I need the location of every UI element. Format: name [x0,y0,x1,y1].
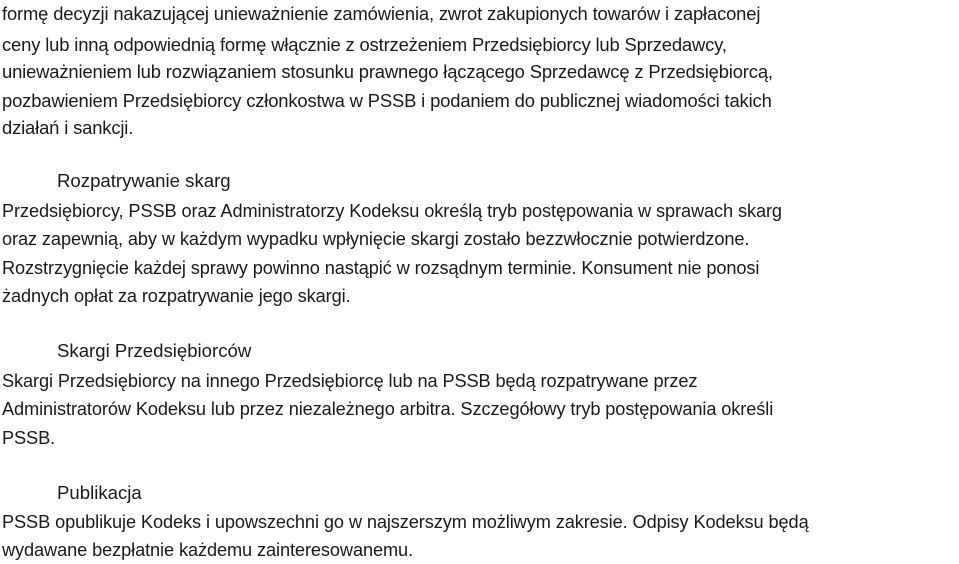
intro-line: formę decyzji nakazującej unieważnienie zamówienia, zwrot zakupionych towarów i zapłaconej [2,3,761,24]
paragraph-line: Administratorów Kodeksu lub przez niezależnego arbitra. Szczegółowy tryb postępowania określi [2,399,774,419]
intro-line: pozbawieniem Przedsiębiorcy członkostwa w PSSB i podaniem do publicznej wiadomości takich [2,90,772,111]
paragraph-line: PSSB opublikuje Kodeks i upowszechni go w najszerszym możliwym zakresie. Odpisy Kodeksu będą [2,512,809,532]
intro-line: działań i sankcji. [2,117,134,138]
intro-line: unieważnieniem lub rozwiązaniem stosunku prawnego łączącego Sprzedawcę z Przedsiębiorcą, [2,61,773,82]
paragraph-line: żadnych opłat za rozpatrywanie jego skargi. [2,286,351,306]
paragraph-line: Skargi Przedsiębiorcy na innego Przedsiębiorcę lub na PSSB będą rozpatrywane przez [2,371,698,391]
paragraph-line: Przedsiębiorcy, PSSB oraz Administratorzy Kodeksu określą tryb postępowania w sprawach skarg [2,201,782,221]
paragraph-line: PSSB. [2,428,56,448]
paragraph-line: oraz zapewnią, aby w każdym wypadku wpłynięcie skargi zostało bezzwłocznie potwierdzone. [2,229,750,249]
section-heading-skargi-przedsiebiorcow: Skargi Przedsiębiorców [57,340,252,361]
paragraph-line: wydawane bezpłatnie każdemu zainteresowanemu. [2,540,414,560]
section-heading-publikacja: Publikacja [57,482,142,503]
intro-line: ceny lub inną odpowiednią formę włącznie z ostrzeżeniem Przedsiębiorcy lub Sprzedawcy, [2,34,727,55]
paragraph-line: Rozstrzygnięcie każdej sprawy powinno nastąpić w rozsądnym terminie. Konsument nie ponosi [2,258,760,278]
section-heading-rozpatrywanie-skarg: Rozpatrywanie skarg [57,170,231,191]
